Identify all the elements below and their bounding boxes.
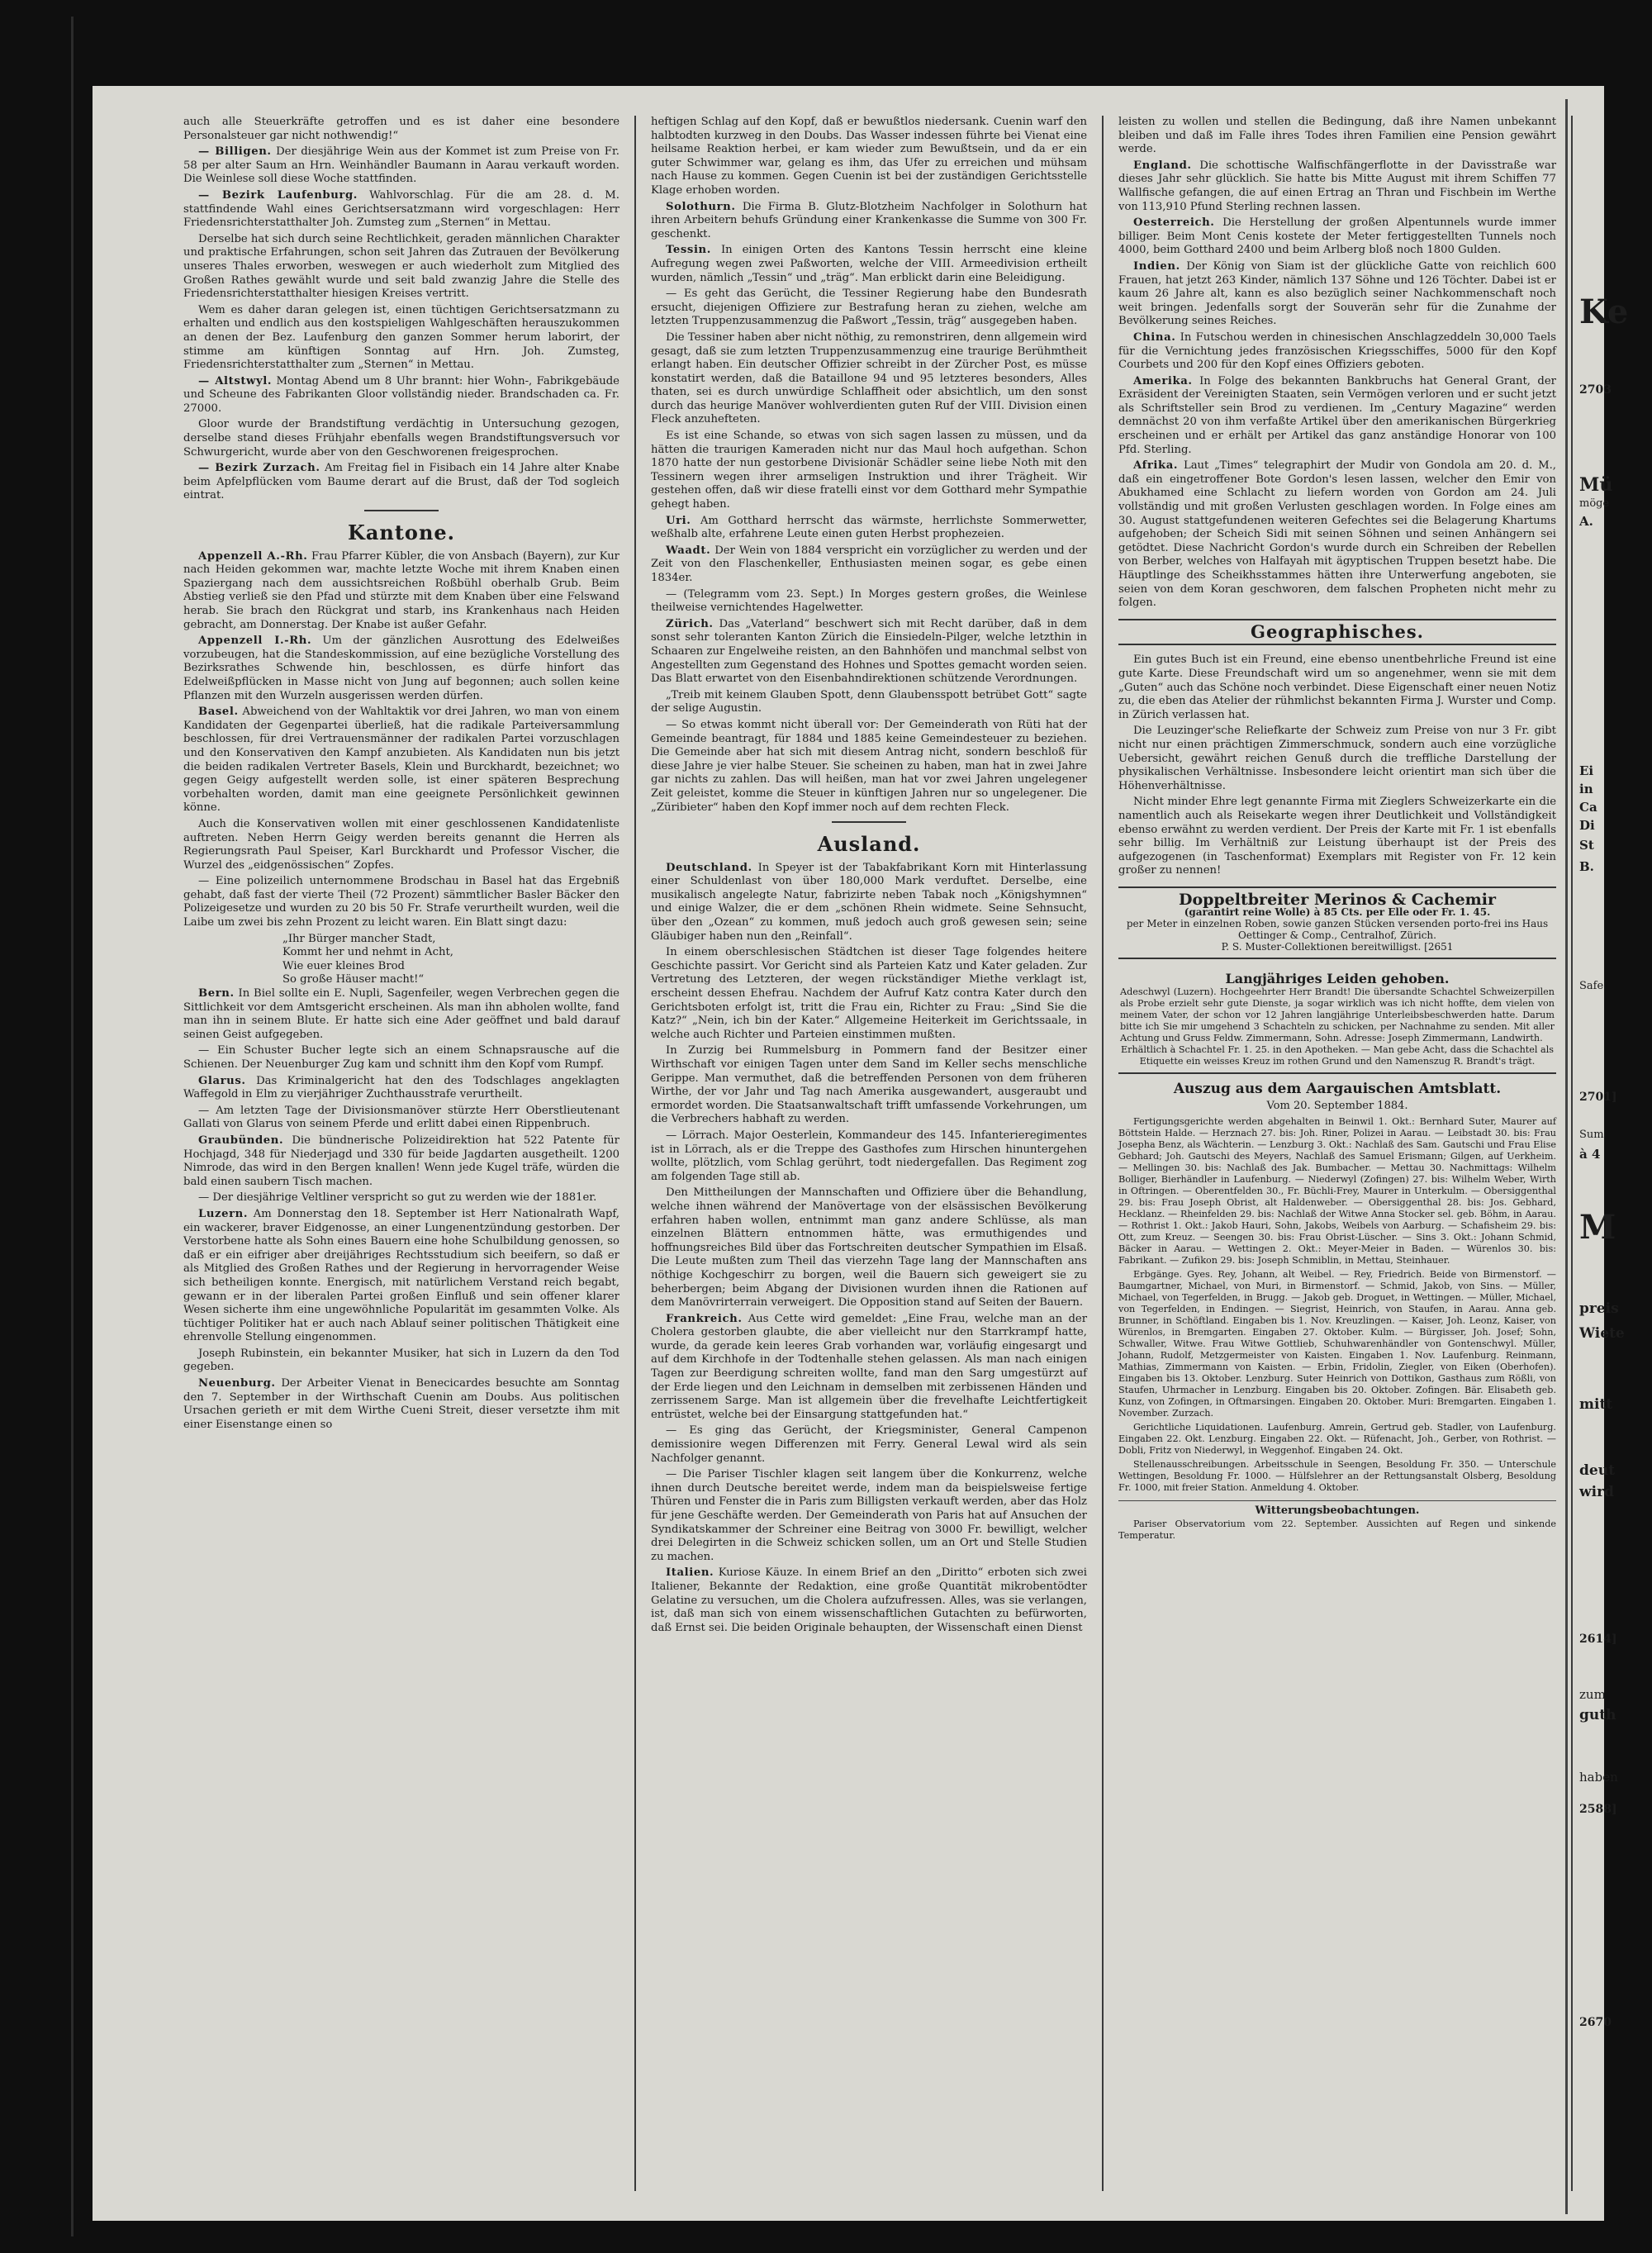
paragraph [183, 706, 620, 815]
page-edge-line [71, 17, 74, 2236]
paragraph: leisten zu wollen und stellen die Bedingung, daß ihre Namen unbekannt bleiben und daß im Falle ihres Todes ihren Familien eine Pension gewährt werde. [1118, 116, 1556, 156]
section-divider [364, 510, 439, 511]
paragraph-text: In Folge des bekannten Bankbruchs hat General Grant, der Exräsident der Vereinigten Staaten, sein Vermögen verloren und er sucht jetzt als Schriftsteller sein Brod zu verdienen. Im „Century Magazine“ werden demnächst 20 von ihm verfaßte Artikel über den amerikanischen Bürgerkrieg erscheinen und er erhält per Artikel das ganz anständige Honorar von 100 Pfd. Sterling. [1118, 374, 1556, 456]
paragraph-text: In Futschou werden in chinesischen Anschlagzeddeln 30,000 Taels für die Vernichtung jedes französischen Kriegsschiffes, 5000 für den Kopf Courbets und 200 für den Kopf eines Offiziers geboten. [1118, 330, 1556, 372]
ad-number: [2651 [1424, 941, 1454, 953]
paragraph [1118, 260, 1556, 329]
paragraph: Auch die Konservativen wollen mit einer geschlossenen Kandidatenliste auftreten. Neben Herrn Geigy werden bereits genannt die Herren als Regierungsrath Paul Speiser, Karl Burckhardt und Professor Vischer, die Wurzel des „eidgenössischen“ Zopfes. [183, 817, 620, 872]
paragraph [1118, 331, 1556, 373]
amtsblatt-title: Auszug aus dem Aargauischen Amtsblatt. [1173, 1081, 1502, 1098]
fragment-text: Ei [1579, 763, 1594, 778]
paragraph-text: Am Freitag fiel in Fisibach ein 14 Jahre alter Knabe beim Apfelpflücken vom Baume derart auf die Brust, daß der Tod sogleich eintrat. [183, 462, 620, 502]
place-keyword: Deutschland. [666, 861, 752, 874]
paragraph: Gloor wurde der Brandstiftung verdächtig in Untersuchung gezogen, derselbe stand dieses Frühjahr ebenfalls wegen Brandstiftungsversuch vor Schwurgericht, wurde aber von den Geschworenen freigesprochen. [183, 418, 620, 459]
fragment-text: Ke [1579, 292, 1629, 331]
ad-text: Adeschwyl (Luzern). Hochgeehrter Herr Brandt! Die übersandte Schachtel Schweizerpillen als Probe erzielt sehr gute Dienste, ja sogar wirklich was ich nicht hoffte, dem vielen von meinem Vater, der schon vor 12 Jahren langjährige Unterleibsbeschwerden hatte. Darum bitte ich Sie mir umgehend 3 Schachteln zu schicken, per Nachnahme zu senden. Mit aller Achtung und Gruss Feldw. Zimmermann, Sohn. Adresse: Joseph Zimmermann, Landwirth. [1120, 986, 1555, 1044]
place-keyword: Luzern. [198, 1207, 249, 1220]
paragraph [183, 1377, 620, 1432]
paragraph: heftigen Schlag auf den Kopf, daß er bewußtlos niedersank. Cuenin warf den halbtodten kurzweg in den Doubs. Das Wasser indessen führte bei Vienat eine heilsame Reaktion herbei, er kam wieder zum Bewußtsein, und da er ein guter Schwimmer war, gelang es ihm, das Ufer zu erreichen und mühsam nach Hause zu kommen. Gegen Cuenin ist bei der zuständigen Gerichtsstelle Klage erhoben worden. [651, 116, 1087, 197]
page-edge-line [1565, 99, 1568, 2214]
paragraph: — (Telegramm vom 23. Sept.) In Morges gestern großes, die Weinlese theilweise vernichtendes Hagelwetter. [651, 587, 1087, 615]
paragraph [183, 635, 620, 703]
paragraph [183, 1134, 620, 1189]
paragraph: — Der diesjährige Veltliner verspricht so gut zu werden wie der 1881er. [198, 1191, 597, 1205]
paragraph: In einem oberschlesischen Städtchen ist dieser Tage folgendes heitere Geschichte passirt. Vor Gericht sind als Parteien Katz und Kater geladen. Zur Vertretung des Letzteren, der wegen rückständiger Miethe verklagt ist, erscheint dessen Ehefrau. Nachdem der Aufruf Katz contra Kater durch den Gerichtsboten erfolgt ist, tritt die Frau ein, Richter zu Frau: „Sind Sie die Katz?“ „Nein, ich bin der Kater.“ Allgemeine Heiterkeit im Gerichtssaale, in welche auch Richter und Parteien einstimmen mußten. [651, 946, 1087, 1041]
paragraph-text: In einigen Orten des Kantons Tessin herrscht eine kleine Aufregung wegen zwei Paßworten, welche der VIII. Armeedivision ertheilt wurden, nämlich „Tessin“ und „träg“. Man erblickt darin eine Beleidigung. [651, 244, 1087, 284]
place-keyword: — Bezirk Laufenburg. [198, 188, 358, 202]
paragraph [1118, 216, 1556, 258]
paragraph-text: Am Donnerstag den 18. September ist Herr Nationalrath Wapf, ein wackerer, braver Eidgenosse, an einer Lungenentzündung gestorben. Der Verstorbene hatte als Sohn eines Bauern eine hohe Schulbildung genossen, so daß er ein eifriger aber dreijähriges Rechtsstudium sich beeifern, so daß er als Mitglied des Großen Rathes und der Regierung in hervorragender Weise sich betheiligen konnte. Energisch, mit natürlichem Verstand reich begabt, gewann er in der liberalen Partei großen Einfluß und sein offener klarer Wesen sicherte ihm eine ungewöhnliche Popularität im gesammten Volke. Als tüchtiger Politiker hat er auch nach Ablauf seiner politischen Thätigkeit eine ehrenvolle Stellung eingenommen. [183, 1207, 620, 1344]
fragment-text: Sum [1579, 1129, 1604, 1141]
fragment-text: 2614] [1579, 1633, 1617, 1646]
poem-line: Kommt her und nehmt in Acht, [282, 946, 453, 959]
paragraph-text: Kuriose Käuze. In einem Brief an den „Diritto“ erboten sich zwei Italiener, Bekannte der Redaktion, eine große Quantität mikrobentödter Gelatine zu versuchen, um die Cholera aufzufressen. Alles, was sie verlangen, ist, daß man sich von einem wissenschaftlichen Gutachten zu befürworten, daß Ernst sei. Die beiden Originale behaupten, der Wissenschaft einen Dienst [651, 1566, 1087, 1634]
place-keyword: Bern. [198, 987, 235, 1001]
paragraph: — Es geht das Gerücht, die Tessiner Regierung habe den Bundesrath ersucht, diejenigen Offiziere zur Bestrafung heran zu ziehen, welche am letzten Truppenzusammenzug die Paßwort „Tessin, träg“ ausgegeben haben. [651, 288, 1087, 328]
paragraph-text: In Biel sollte ein E. Nupli, Sagenfeiler, wegen Verbrechen gegen die Sittlichkeit vor dem Amtsgericht erscheinen. Als man ihn abholen wollte, fand man ihn in seinem Blute. Er hatte sich eine Ader geöffnet und bald darauf seinen Geist aufgegeben. [183, 987, 620, 1041]
ad-headline: Doppeltbreiter Merinos & Cachemir [1178, 890, 1497, 909]
fragment-text: preis [1579, 1300, 1619, 1317]
fragment-text: zum [1579, 1687, 1606, 1702]
paragraph [651, 244, 1087, 285]
fragment-text: Wiete [1579, 1325, 1625, 1342]
place-keyword: China. [1133, 330, 1176, 344]
place-keyword: Frankreich. [666, 1312, 743, 1325]
paragraph-text: Die Firma B. Glutz-Blotzheim Nachfolger in Solothurn hat ihren Arbeitern behufs Gründung einer Krankenkasse die Summe von 300 Fr. geschenkt. [651, 200, 1087, 240]
place-keyword: Neuenburg. [198, 1377, 276, 1390]
place-keyword: Amerika. [1133, 374, 1193, 387]
fragment-text: 2703 [1579, 383, 1612, 397]
paragraph [651, 1313, 1087, 1423]
place-keyword: Appenzell I.-Rh. [198, 635, 312, 648]
advertisement-brandt [1118, 967, 1556, 1074]
paragraph-text: Die Herstellung der großen Alpentunnels wurde immer billiger. Beim Mont Cenis kostete der Meter fertiggestellten Tunnels noch 4000, beim Gotthard 2400 und beim Arlberg bloß noch 1800 Gulden. [1118, 216, 1556, 257]
place-keyword: Waadt. [666, 544, 711, 557]
column-rule [1571, 116, 1573, 2191]
paragraph-text: Das „Vaterland“ beschwert sich mit Recht darüber, daß in dem sonst sehr toleranten Kanton Zürich die Einsiedeln-Pilger, welche letzthin in Schaaren zur Engelweihe reisten, an den Bahnhöfen und manchmal selbst von Angestellten zum Gegenstand des Hohnes und Spottes gemacht worden seien. Das Blatt erwartet von den Eisenbahndirektionen schützende Verordnungen. [651, 617, 1087, 686]
fragment-text: in [1579, 782, 1593, 796]
fragment-text: möge [1579, 497, 1610, 510]
fragment-text: Di [1579, 818, 1595, 833]
fragment-text: Mü [1579, 474, 1613, 496]
section-box [1118, 619, 1556, 646]
paragraph [1118, 375, 1556, 458]
place-keyword: England. [1133, 159, 1192, 172]
poem [183, 933, 620, 987]
section-title-ausland: Ausland. [817, 832, 921, 857]
paragraph-text: Abweichend von der Wahltaktik vor drei Jahren, wo man von einem Kandidaten der Gegenpartei überließ, hat die radikale Parteiversammlung beschlossen, für drei Vertrauensmänner der radikalen Partei vorzuschlagen und den Konservativen den Kampf anzubieten. Als Kandidaten nun bis jetzt die beiden radikalen Vertreter Basels, Klein und Burckhardt, bezeichnet; wo gegen Geigy aufgestellt werden solle, ist einer späteren Besprechung vorbehalten worden, damit man eine geeignete Persönlichkeit gewinnen könne. [183, 706, 620, 815]
fragment-text: 2701] [1579, 1091, 1617, 1104]
paragraph-text: Der Arbeiter Vienat in Benecicardes besuchte am Sonntag den 7. September in der Wirthschaft Cuenin am Doubs. Aus politischen Ursachen gerieth er mit dem Wirthe Cueni Streit, dieser versetzte ihm mit einer Eisenstange einen so [183, 1377, 620, 1431]
paragraph: Wem es daher daran gelegen ist, einen tüchtigen Gerichtsersatzmann zu erhalten und endlich aus den kostspieligen Wahlgeschäften herauszukommen an denen der Bez. Laufenburg den ganzen Sommer herum laborirt, der stimme am künftigen Sonntag auf Hrn. Joh. Zumsteg, Friedensrichterstatthalter zum „Sternen“ in Mettau. [183, 303, 620, 372]
paragraph [651, 515, 1087, 542]
paragraph [183, 1208, 620, 1345]
weather-text: Pariser Observatorium vom 22. September. Aussichten auf Regen und sinkende Temperatur. [1118, 1518, 1556, 1541]
paragraph-text: Am Gotthard herrscht das wärmste, herrlichste Sommerwetter, weßhalb alte, erfahrene Leute einen guten Herbst prophezeien. [651, 514, 1087, 541]
place-keyword: Basel. [198, 706, 239, 719]
paragraph-text: Das Kriminalgericht hat den des Todschlages angeklagten Waffegold in Elm zu vierjähriger Zuchthausstrafe verurtheilt. [183, 1074, 620, 1101]
amtsblatt-text: Fertigungsgerichte werden abgehalten in Beinwil 1. Okt.: Bernhard Suter, Maurer auf Böttstein Halde. — Herznach 27. bis: Joh. Riner, Polizei in Aarau. — Leibstadt 30. bis: Frau Josepha Benz, als Wächterin. — Lenzburg 3. Okt.: Nachlaß des Sam. Gautschi und Frau Elise Gebhard; Joh. Gautschi des Meyers, Nachlaß des Samuel Erismann; Gilgen, auf Uerkheim. — Mellingen 30. bis: Nachlaß des Jak. Bumbacher. — Mettau 30. Nachmittags: Wilhelm Bolliger, Bierhändler in Laufenburg. — Niederwyl (Zofingen) 27. bis: Wilhelm Weber, Wirth in Oftringen. — Oberentfelden 30., Fr. Büchli-Frey, Maurer in Unterkulm. — Obersiggenthal 29. bis: Frau Joseph Obrist, alt Haldenweber. — Obersiggenthal 28. bis: Jos. Gebhard, Hecklanz. — Rheinfelden 29. bis: Nachlaß der Witwe Anna Stocker sel. geb. Böhm, in Aarau. — Rothrist 1. Okt.: Jakob Hauri, Sohn, Jakobs, Weibels von Aarburg. — Schafisheim 29. bis: Ott, zum Kreuz. — Seengen 30. bis: Frau Obrist-Lüscher. — Sins 3. Okt.: Johann Schmid, Bäcker in Aarau. — Wettingen 2. Okt.: Meyer-Meier in Baden. — Würenlos 30. bis: Fabrikant. — Zufikon 29. bis: Joseph Schmiblin, in Mettau, Steinhauer. [1118, 1116, 1556, 1267]
place-keyword: Glarus. [198, 1074, 246, 1087]
weather-title: Witterungsbeobachtungen. [1118, 1500, 1556, 1519]
section-divider [832, 821, 906, 823]
paragraph-text: In Speyer ist der Tabakfabrikant Korn mit Hinterlassung einer Schuldenlast von über 180,000 Mark verduftet. Derselbe, eine musikalisch angelegte Natur, fabrizirte neben Tabak noch „Königshymnen“ und einige Walzer, die er dem „schönen Rhein widmete. Seine Sehnsucht, über den „Ozean“ zu kommen, muß jedoch auch groß gewesen sein; seine Gläubiger haben nun den „Reinfall“. [651, 861, 1087, 943]
place-keyword: Oesterreich. [1133, 216, 1215, 230]
poem-line: „Ihr Bürger mancher Stadt, [282, 932, 436, 945]
paragraph: Es ist eine Schande, so etwas von sich sagen lassen zu müssen, und da hätten die traurigen Kameraden nicht nur das Maul hoch aufgethan. Schon 1870 hatte der nun gestorbene Divisionär Schädler seine liebe Noth mit den Tessinern wegen ihrer armseligen Instruktion und ihrer Trägheit. Wir gestehen offen, daß wir diese fratelli einst vor dem Gotthard mehr Sympathie gehegt haben. [651, 430, 1087, 511]
place-keyword: Solothurn. [666, 200, 736, 213]
paragraph-text: Montag Abend um 8 Uhr brannt: hier Wohn-, Fabrikgebäude und Scheune des Fabrikanten Gloor vollständig nieder. Brandschaden ca. Fr. 27000. [183, 374, 620, 415]
poem-line: So große Häuser macht!“ [282, 973, 425, 986]
paragraph [183, 1075, 620, 1102]
column-rule [634, 116, 636, 2191]
paragraph [651, 544, 1087, 586]
fragment-text: Safe [1579, 980, 1604, 992]
fragment-text: Ca [1579, 800, 1597, 815]
fragment-text: guth [1579, 1707, 1616, 1723]
paragraph-text: Der Wein von 1884 verspricht ein vorzüglicher zu werden und der Zeit von den Flaschenkeller, Enthusiasten meinen sogar, es gebe einen 1834er. [651, 544, 1087, 584]
newspaper-page [93, 86, 1629, 2221]
amtsblatt-text: Erbgänge. Gyes. Rey, Johann, alt Weibel. — Rey, Friedrich. Beide von Birmenstorf. — Baumgartner, Michael, von Muri, in Birmenstorf. — Schmid, Jakob, von Sins. — Müller, Michael, von Tegerfelden, in Brugg. — Jakob geb. Droguet, in Wettingen. — Müller, Michael, von Tegerfelden, in Endingen. — Siegrist, Heinrich, von Staufen, in Aarau. Anna geb. Brunner, in Schöftland. Eingaben bis 1. Nov. Kreuzlingen. — Kaiser, Joh. Leonz, Kaiser, von Würenlos, in Bremgarten. Eingaben 27. Oktober. Kulm. — Bürgisser, Joh. Josef; Sohn, Schwaller, Witwe. Frau Witwe Gottlieb, Schuhwarenhändler von Gontenschwyl. Müller, Johann, Rudolf, Metzgermeister von Kaisten. Eingaben 1. Nov. Laufenburg. Reinmann, Mathias, Zimmermann von Kaisten. — Erbin, Fridolin, Ziegler, von Eiken (Oberhofen). Eingaben bis 13. Oktober. Lenzburg. Suter Heinrich von Dottikon, Gasthaus zum Rößli, von Staufen, Uhrmacher in Lenzburg. Eingaben bis 20. Oktober. Zofingen. Bär. Elisabeth geb. Kunz, von Zofingen, in Oftmarsingen. Eingaben 20. Oktober. Muri: Bremgarten. Eingaben 1. November. Zurzach. [1118, 1269, 1556, 1419]
paragraph: In Zurzig bei Rummelsburg in Pommern fand der Besitzer einer Wirthschaft vor einigen Tagen unter dem Sand im Keller sechs menschliche Gerippe. Man vermuthet, daß die betreffenden Personen von dem früheren Wirthe, der vor Jahr und Tag nach Amerika ausgewandert, ausgeraubt und ermordet worden. Die Staatsanwaltschaft trifft umfassende Vorkehrungen, um die Verbrechers habhaft zu werden. [651, 1044, 1087, 1126]
paragraph [183, 462, 620, 503]
paragraph [1118, 159, 1556, 214]
paragraph [651, 201, 1087, 242]
ad-line: per Meter in einzelnen Roben, sowie ganzen Stücken versenden porto-frei ins Haus Oettinger & Comp., Centralhof, Zürich. [1126, 918, 1549, 942]
section-title-kantone: Kantone. [347, 520, 456, 545]
poem-line: Wie euer kleines Brod [282, 959, 405, 972]
paragraph [651, 618, 1087, 687]
fragment-text: mitt [1579, 1396, 1613, 1413]
place-keyword: Indien. [1133, 259, 1180, 273]
fragment-text: 2588] [1579, 1803, 1617, 1816]
place-keyword: Uri. [666, 514, 691, 527]
paragraph: — Die Pariser Tischler klagen seit langem über die Konkurrenz, welche ihnen durch Deutsche bereitet werde, indem man da beispielsweise fertige Thüren und Fenster die in Paris zum Billigsten verkauft werden, aber das Holz für jene Geschäfte werden. Der Gemeinderath von Paris hat auf Ansuchen der Syndikatskammer der Schreiner eine Beitrag von 3000 Fr. bewilligt, welcher drei Delegirten in die Schweiz schicken sollen, um an Ort und Stelle Studien zu machen. [651, 1468, 1087, 1563]
place-keyword: Italien. [666, 1566, 714, 1580]
place-keyword: — Altstwyl. [198, 374, 273, 387]
ad-footnote: Erhältlich à Schachtel Fr. 1. 25. in den Apotheken. — Man gebe Acht, dass die Schachtel als Etiquette ein weisses Kreuz im rothen Grund und den Namenszug R. Brandt's trägt. [1120, 1044, 1555, 1067]
paragraph [183, 145, 620, 187]
place-keyword: Afrika. [1133, 459, 1179, 473]
paragraph [651, 862, 1087, 944]
fragment-text: wird [1579, 1484, 1614, 1500]
fragment-text: St [1579, 838, 1594, 853]
advertisement-merinos [1118, 886, 1556, 960]
paragraph: Nicht minder Ehre legt genannte Firma mit Zieglers Schweizerkarte ein die namentlich auch als Reisekarte wegen ihrer Deutlichkeit und Vollständigkeit ebenso erwähnt zu werden verdient. Der Preis der Karte mit Fr. 1 ist ebenfalls sehr billig. Im Verhältniß zur Leistung überhaupt ist der Preis des aufgezogenen (in Taschenformat) Exemplars mit Register von Fr. 12 kein großer zu nennen! [1118, 796, 1556, 877]
column-3 [1118, 116, 1556, 2191]
fragment-text: deut [1579, 1462, 1615, 1479]
column-1 [183, 116, 620, 2191]
column-rule [1102, 116, 1104, 2191]
place-keyword: — Bezirk Zurzach. [198, 462, 320, 475]
paragraph: Derselbe hat sich durch seine Rechtlichkeit, geraden männlichen Charakter und praktische Erfahrungen, schon seit Jahren das Zutrauen der Bevölkerung unseres Thales erworben, weswegen er auch wiederholt zum Mitglied des Großen Rathes gewählt wurde und seit bald zwanzig Jahre die Stelle des Friedensrichterstatthalter hiesigen Kreises vertritt. [183, 232, 620, 301]
paragraph: Die Tessiner haben aber nicht nöthig, zu remonstriren, denn allgemein wird gesagt, daß sie zum letzten Truppenzusammenzug eine traurige Berühmtheit erlangt haben. Ein deutscher Offizier schreibt in der Zürcher Post, es müsse konstatirt werden, daß die Bataillone 94 und 95 letzteres besonders, Alles thaten, sei es durch unwürdige Schlaffheit oder absichtlich, um den sonst durch das heurige Manöver wohlverdienten guten Ruf der VIII. Division einen Fleck anzuhefteten. [651, 330, 1087, 426]
paragraph: auch alle Steuerkräfte getroffen und es ist daher eine besondere Personalsteuer gar nicht nothwendig!“ [183, 116, 620, 142]
paragraph: „Treib mit keinem Glauben Spott, denn Glaubensspott betrübet Gott“ sagte der selige Augustin. [651, 688, 1087, 715]
paragraph: — Ein Schuster Bucher legte sich an einem Schnapsrausche auf die Schienen. Der Neuenburger Zug kam und schnitt ihm den Kopf vom Rumpf. [183, 1044, 620, 1071]
paragraph: — Am letzten Tage der Divisionsmanöver stürzte Herr Oberstlieutenant Gallati von Glarus von seinem Pferde und erlitt dabei einen Rippenbruch. [183, 1104, 620, 1131]
ad-line [1120, 941, 1555, 953]
fragment-text: 2670 [1579, 2016, 1612, 2029]
paragraph [183, 987, 620, 1042]
paragraph [183, 189, 620, 231]
fragment-text: A. [1579, 514, 1593, 529]
fragment-text: à 4 [1579, 1147, 1601, 1162]
fragment-text: haben [1579, 1770, 1618, 1785]
paragraph-text: Die bündnerische Polizeidirektion hat 522 Patente für Hochjagd, 348 für Niederjagd und 330 für beide Jagdarten ausgetheilt. 1200 Nimrode, das wird in den Bergen knallen! Wenn jede Kugel träfe, würden die bald einen saubern Tisch machen. [183, 1134, 620, 1188]
amtsblatt-text: Gerichtliche Liquidationen. Laufenburg. Amrein, Gertrud geb. Stadler, von Laufenburg. Eingaben 22. Okt. Lenzburg. Eingaben 22. Okt. — Rüfenacht, Joh., Gerber, von Rothrist. — Dobli, Fritz von Niederwyl, in Weggenhof. Eingaben 24. Okt. [1118, 1422, 1556, 1457]
paragraph: — Lörrach. Major Oesterlein, Kommandeur des 145. Infanterieregimentes ist in Lörrach, als er die Treppe des Gasthofes zum Hirschen hinuntergehen wollte, plötzlich, vom Schlag gerührt, todt niedergefallen. Das Regiment zog am folgenden Tage still ab. [651, 1129, 1087, 1183]
paragraph [651, 1566, 1087, 1635]
paragraph-text: Wahlvorschlag. Für die am 28. d. M. stattfindende Wahl eines Gerichtsersatzmann wird vorgeschlagen: Herr Friedensrichterstatthalter Joh. Zumsteg zum „Sternen“ in Mettau. [183, 188, 620, 230]
place-keyword: Graubünden. [198, 1134, 284, 1147]
paragraph: — Eine polizeilich unternommene Brodschau in Basel hat das Ergebniß gehabt, daß fast der vierte Theil (72 Prozent) sämmtlicher Basler Bäcker den Polizeigesetze und wurden zu 20 bis 50 Fr. Strafe verurtheilt wurden, weil die Laibe um zwei bis zehn Prozent zu leicht waren. Ein Blatt singt dazu: [183, 875, 620, 929]
paragraph: — Es ging das Gerücht, der Kriegsminister, General Campenon demissionire wegen Differenzen mit Ferry. General Lewal wird als sein Nachfolger genannt. [651, 1424, 1087, 1465]
paragraph-text: Laut „Times“ telegraphirt der Mudir von Gondola am 20. d. M., daß ein eingetroffener Bote Gordon's lesen lassen, welcher den Emir von Abukhamed eine Schlacht zu liefern worden von Gordon am 24. Juli vollständig und mit großen Verlusten geschlagen worden. In Folge eines am 30. August stattgefundenen weiteren Gefechtes sei die Belagerung Khartums aufgehoben; der Scheich Sidi mit seinen Söhnen und seinen Anhängern sei getödtet. Diese Nachricht Gordon's wurde durch ein Schreiben der Rebellen von Berber, welches von Halfayah mit ägyptischen Truppen besetzt habe. Die Häuptlinge des Scheikhsstammes hätten ihre Unterwerfung angeboten, sie seien von dem Koran geschworen, dem falschen Propheten nicht mehr zu folgen. [1118, 459, 1556, 610]
ad-line: (garantirt reine Wolle) à 85 Cts. per Elle oder Fr. 1. 45. [1184, 906, 1491, 919]
paragraph-text: Die schottische Walfischfängerflotte in der Davisstraße war dieses Jahr sehr glücklich. Sie hatte bis Mitte August mit ihrem Schiffen 77 Wallfische gefangen, die auf einen Ertrag an Thran und Fischbein im Werthe von 113,910 Pfund Sterling rechnen lassen. [1118, 159, 1556, 213]
place-keyword: — Billigen. [198, 145, 272, 159]
paragraph-text: Aus Cette wird gemeldet: „Eine Frau, welche man an der Cholera gestorben glaubte, die aber vielleicht nur den Starrkrampf hatte, wurde, da gerade kein leeres Grab vorhanden war, vorläufig eingesargt und auf dem Kirchhofe in der Todtenhalle stehen gelassen. Als man nach einigen Tagen zur Beerdigung schreiten wollte, fand man den Sarg umgestürzt auf der Erde liegen und den Leichnam in demselben mit zerbissenen Händen und zerrissenem Sarge. Man ist allgemein über die frevelhafte Leichtfertigkeit entrüstet, welche bei der Einsargung stattgefunden hat.“ [651, 1312, 1087, 1421]
amtsblatt-date: Vom 20. September 1884. [1266, 1099, 1408, 1112]
place-keyword: Zürich. [666, 617, 714, 630]
paragraph [183, 375, 620, 416]
paragraph: Den Mittheilungen der Mannschaften und Offiziere über die Behandlung, welche ihnen während der Manövertage von der elsässischen Bevölkerung erfahren haben wollen, entnimmt man ganz andere Schlüsse, als man einzelnen Blättern entnommen hätte, was ermuthigendes und hoffnungsreiches Bild über das Fortschreiten deutscher Sympathien im Elsaß. Die Leute mußten zum Theil das vierzehn Tage lang der Mannschaften ans nöthige Kochgeschirr zu borgen, weil die Bauern sich geweigert sie zu beherbergen; beim Abgang der Divisionen wurden ihnen die Rationen auf dem Manövrirterrain verweigert. Die Opposition stand auf Seiten der Bauern. [651, 1186, 1087, 1309]
fragment-text: M [1579, 1208, 1616, 1247]
paragraph-text: Der König von Siam ist der glückliche Gatte von reichlich 600 Frauen, hat jetzt 263 Kinder, nämlich 137 Söhne und 126 Töchter. Dabei ist er kaum 26 Jahre alt, kann es also bezüglich seiner Nachkommenschaft noch weit bringen. Jedenfalls sorgt der Souverän sehr für die Zunahme der Bevölkerung seines Reiches. [1118, 259, 1556, 328]
section-title-geographisches: Geographisches. [1251, 620, 1424, 642]
place-keyword: Appenzell A.-Rh. [198, 549, 308, 563]
paragraph: Joseph Rubinstein, ein bekannter Musiker, hat sich in Luzern da den Tod gegeben. [183, 1347, 620, 1374]
paragraph-text: Frau Pfarrer Kübler, die von Ansbach (Bayern), zur Kur nach Heiden gekommen war, machte letzte Woche mit ihrem Knaben einen Spaziergang nach dem aussichtsreichen Roßbühl oberhalb Grub. Beim Abstieg verließ sie den Pfad und stürzte mit dem Knaben über eine Felswand herab. Sie brach den Rückgrat und starb, ins Krankenhaus nach Heiden gebracht, am Donnerstag. Der Knabe ist außer Gefahr. [183, 549, 620, 631]
place-keyword: Tessin. [666, 244, 711, 257]
ad-line-text: P. S. Muster-Collektionen bereitwilligst. [1221, 941, 1422, 953]
column-2 [651, 116, 1087, 2191]
ad-headline: Langjähriges Leiden gehoben. [1225, 971, 1450, 987]
fragment-text: B. [1579, 859, 1594, 874]
amtsblatt-text: Stellenausschreibungen. Arbeitsschule in Seengen, Besoldung Fr. 350. — Unterschule Wettingen, Besoldung Fr. 1000. — Hülfslehrer an der Rettungsanstalt Olsberg, Besoldung Fr. 1000, mit freier Station. Anmeldung 4. Oktober. [1118, 1459, 1556, 1494]
paragraph-text: Um der gänzlichen Ausrottung des Edelweißes vorzubeugen, hat die Standeskommission, auf eine bezügliche Vorstellung des Bezirksrathes Schwende hin, beschlossen, es dürfe hinfort das Edelweißpflücken in Masse nicht von Jung auf begonnen; auch sollen keine Pflanzen mit den Wurzeln ausgerissen werden dürfen. [183, 635, 620, 702]
paragraph: Ein gutes Buch ist ein Freund, eine ebenso unentbehrliche Freund ist eine gute Karte. Diese Freundschaft wird um so angenehmer, wenn sie mit dem „Guten“ auch das Schöne noch verbindet. Diese Eigenschaft einer neuen Notiz zu, die eben das Atelier der rühmlichst bekannten Firma J. Wurster und Comp. in Zürich verlassen hat. [1118, 654, 1556, 721]
paragraph: Die Leuzinger'sche Reliefkarte der Schweiz zum Preise von nur 3 Fr. gibt nicht nur einen prächtigen Zimmerschmuck, sondern auch eine vorzügliche Uebersicht, gewährt reichen Genuß durch die treffliche Darstellung der physikalischen Verhältnisse. Insbesondere leicht orientirt man sich über die Höhenverhältnisse. [1118, 725, 1556, 792]
paragraph: — So etwas kommt nicht überall vor: Der Gemeinderath von Rüti hat der Gemeinde beantragt, für 1884 und 1885 keine Gemeindesteuer zu beziehen. Die Gemeinde aber hat sich mit diesem Antrag nicht, sondern beschloß für diese Jahre je vier halbe Steuer. Sie scheinen zu haben, man hat in zwei Jahre gar nichts zu zahlen. Das will heißen, man hat vor zwei Jahren ungelegener Zeit geleistet, komme die Steuer in künftigen Jahren nur so ungelegener. Die „Züribieter“ haben den Kopf immer noch auf dem rechten Fleck. [651, 718, 1087, 814]
paragraph-text: Der diesjährige Wein aus der Kommet ist zum Preise von Fr. 58 per alter Saum an Hrn. Weinhändler Baumann in Aarau verkauft worden. Die Weinlese soll diese Woche stattfinden. [183, 145, 620, 186]
paragraph [183, 550, 620, 633]
paragraph [1118, 459, 1556, 611]
